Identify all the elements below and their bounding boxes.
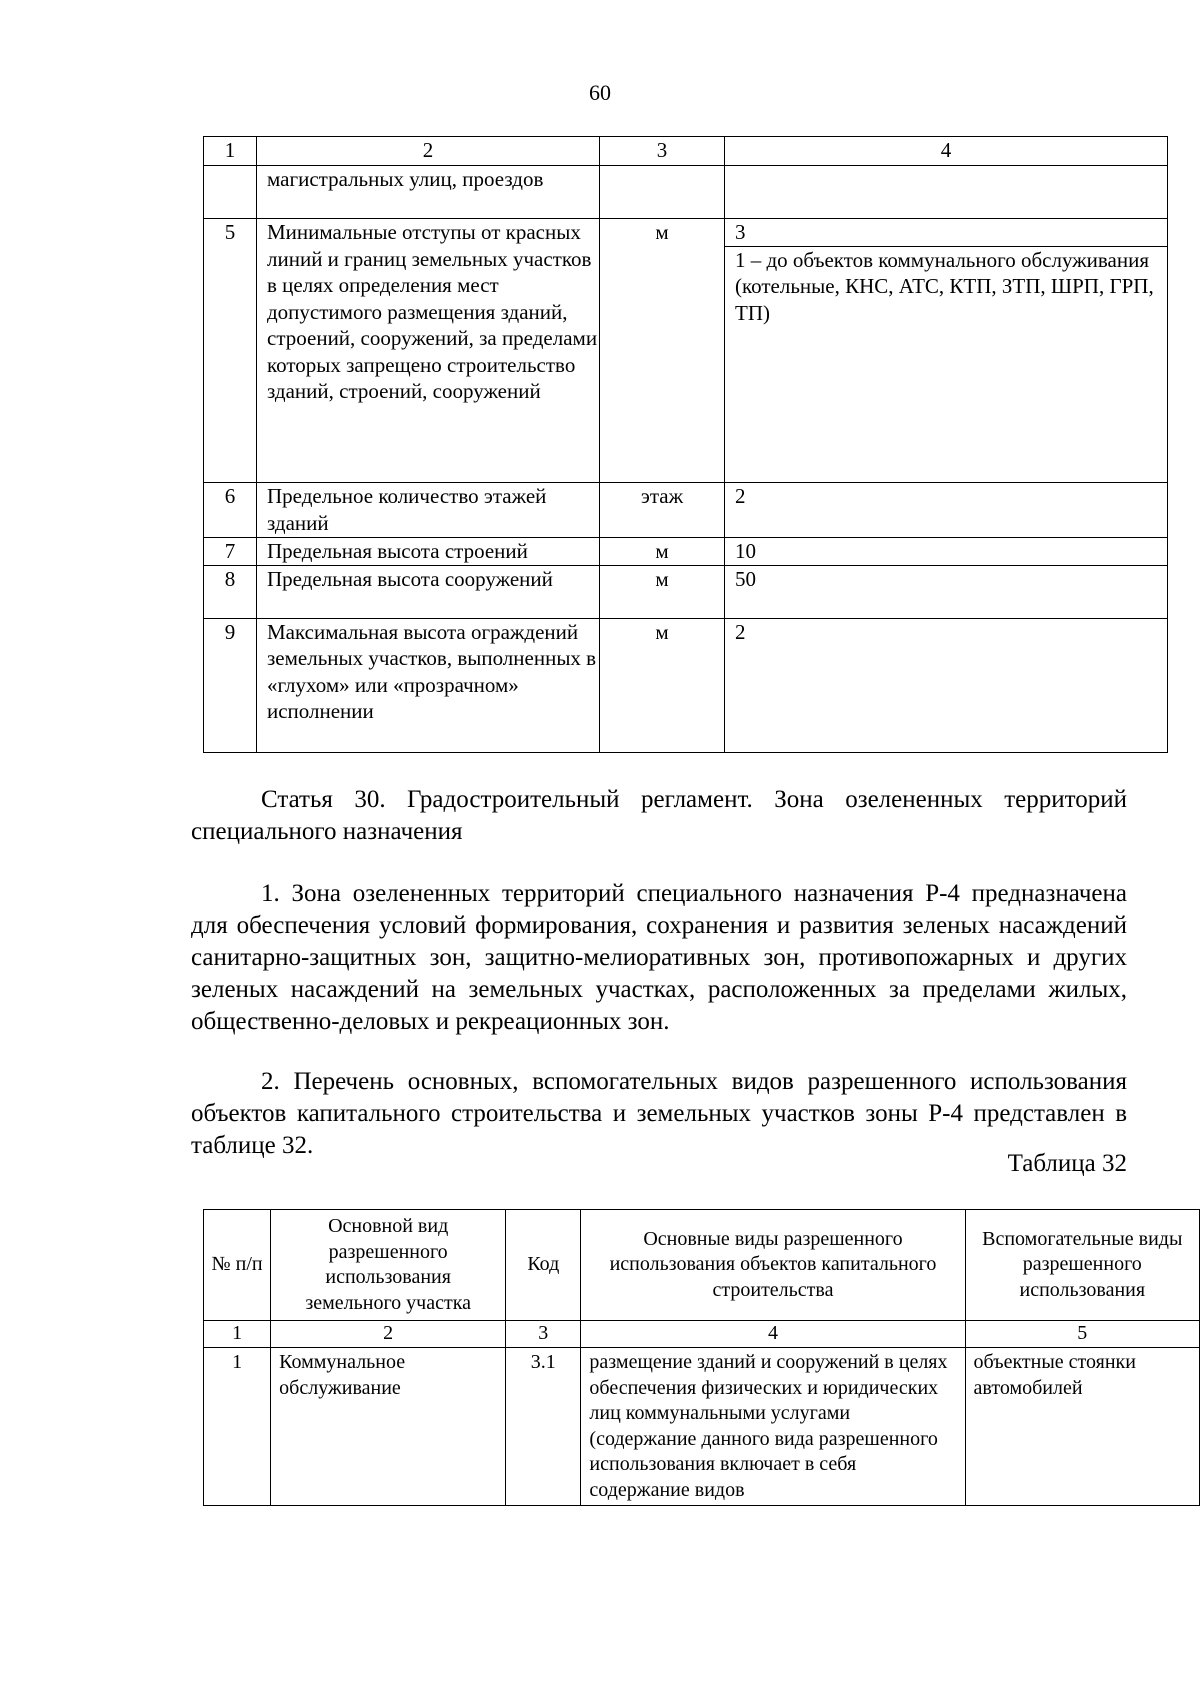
- value: 50: [725, 565, 1168, 618]
- header-cell: 1: [204, 137, 257, 166]
- row-number: 7: [204, 538, 257, 566]
- article-paragraph-1: 1. Зона озелененных территорий специального назначения Р-4 предназначена для обеспечения условий формирования, сохранения и развития зеленых насаждений санитарно-защитных зон, защитно-мелиоративных зон, противопожарных и других зеленых насаждений на земельных участках, расположенных за пределами жилых, общественно-деловых и рекреационных зон.: [191, 880, 1127, 1035]
- page-number: 60: [589, 80, 611, 105]
- table-header-row: [204, 137, 1168, 166]
- parameter-name: Минимальные отступы от красных линий и границ земельных участков в целях определения мест допустимого размещения зданий, строений, сооружений, за пределами которых запрещено строительство зданий, строений, сооружений: [257, 219, 600, 483]
- header-cell: Основные виды разрешенного использования объектов капитального строительства: [581, 1210, 965, 1321]
- header-cell: Код: [506, 1210, 581, 1321]
- unit: м: [600, 538, 725, 566]
- row-number: 8: [204, 565, 257, 618]
- value: 2: [725, 483, 1168, 538]
- permitted-uses-table: [203, 1209, 1200, 1506]
- header-cell: 2: [257, 137, 600, 166]
- parameter-name: магистральных улиц, проездов: [257, 166, 600, 219]
- value: [725, 166, 1168, 219]
- article-paragraph-2: 2. Перечень основных, вспомогательных видов разрешенного использования объектов капитального строительства и земельных участков зоны Р-4 представлен в таблице 32.: [191, 1068, 1127, 1159]
- unit: м: [600, 219, 725, 483]
- table-row: [204, 219, 1168, 483]
- article-heading: Статья 30. Градостроительный регламент. Зона озелененных территорий специального назначения: [191, 786, 1127, 845]
- value: 2: [725, 618, 1168, 752]
- unit: [600, 166, 725, 219]
- table-header-row: [204, 1210, 1200, 1321]
- header-cell: 4: [725, 137, 1168, 166]
- parameter-name: Максимальная высота ограждений земельных участков, выполненных в «глухом» или «прозрачном» исполнении: [257, 618, 600, 752]
- table-row: [204, 483, 1168, 538]
- unit: этаж: [600, 483, 725, 538]
- unit: м: [600, 565, 725, 618]
- value: 3: [735, 220, 746, 244]
- column-number: 2: [271, 1321, 506, 1348]
- header-cell: № п/п: [204, 1210, 271, 1321]
- value: 10: [725, 538, 1168, 566]
- parameter-name: Предельное количество этажей зданий: [257, 483, 600, 538]
- row-number: 5: [204, 219, 257, 483]
- table-row: [204, 538, 1168, 566]
- main-use: Коммунальное обслуживание: [271, 1348, 506, 1506]
- row-number: 9: [204, 618, 257, 752]
- use-description: размещение зданий и сооружений в целях обеспечения физических и юридических лиц коммунальными услугами (содержание данного вида разрешенного использования включает в себя содержание видов: [581, 1348, 965, 1506]
- row-number: 1: [204, 1348, 271, 1506]
- table-row: [204, 565, 1168, 618]
- use-code: 3.1: [506, 1348, 581, 1506]
- parameter-name: Предельная высота сооружений: [257, 565, 600, 618]
- table-row: [204, 1348, 1200, 1506]
- value-note: 1 – до объектов коммунального обслуживания (котельные, КНС, АТС, КТП, ЗТП, ШРП, ГРП, ТП): [725, 246, 1167, 327]
- row-number: [204, 166, 257, 219]
- auxiliary-use: объектные стоянки автомобилей: [965, 1348, 1199, 1506]
- table-caption: Таблица 32: [1007, 1150, 1127, 1177]
- column-number-row: [204, 1321, 1200, 1348]
- regulation-parameters-table: [203, 136, 1168, 753]
- column-number: 3: [506, 1321, 581, 1348]
- header-cell: Вспомогательные виды разрешенного использования: [965, 1210, 1199, 1321]
- parameter-name: Предельная высота строений: [257, 538, 600, 566]
- row-number: 6: [204, 483, 257, 538]
- header-cell: 3: [600, 137, 725, 166]
- unit: м: [600, 618, 725, 752]
- table-row: [204, 166, 1168, 219]
- column-number: 1: [204, 1321, 271, 1348]
- value-cell: [725, 219, 1168, 483]
- column-number: 5: [965, 1321, 1199, 1348]
- column-number: 4: [581, 1321, 965, 1348]
- header-cell: Основной вид разрешенного использования земельного участка: [271, 1210, 506, 1321]
- table-row: [204, 618, 1168, 752]
